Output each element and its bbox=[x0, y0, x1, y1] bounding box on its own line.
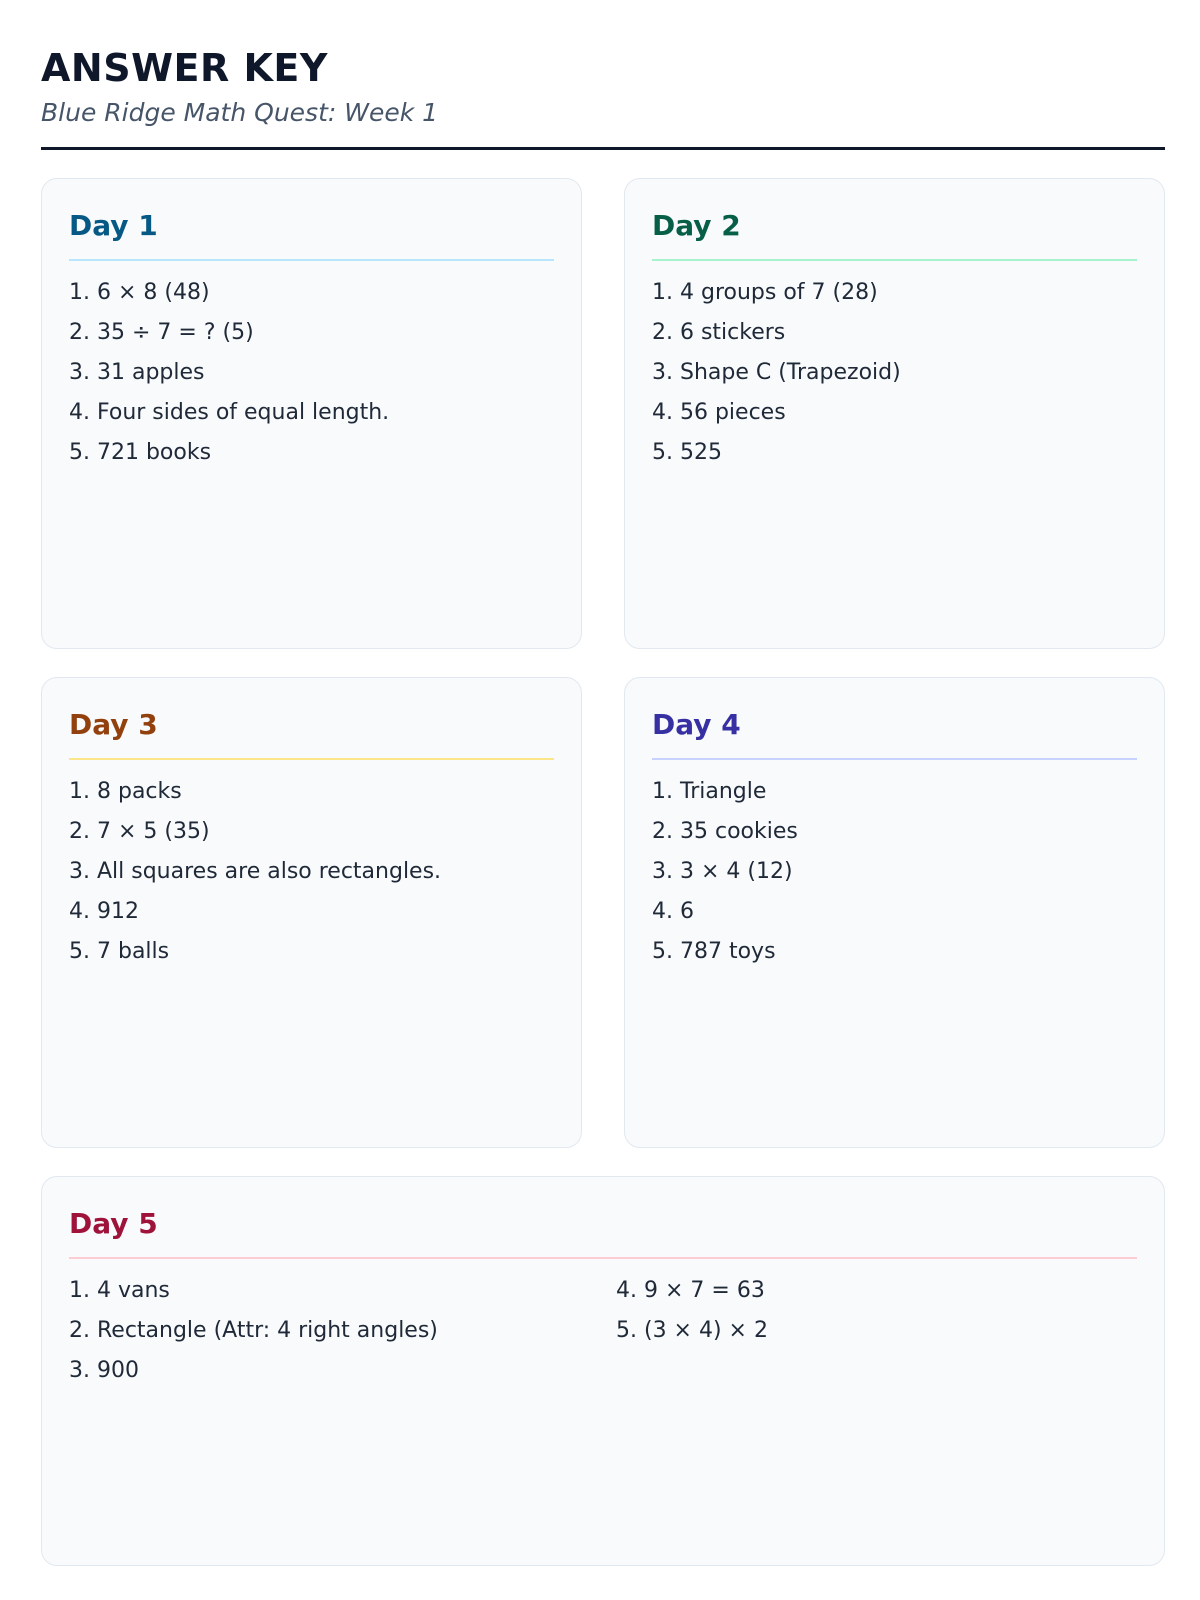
answer-item: 1. 8 packs bbox=[69, 779, 182, 804]
day-card-4 bbox=[624, 677, 1165, 1148]
answer-item: 2. 35 cookies bbox=[652, 819, 798, 844]
answer-list bbox=[69, 772, 441, 972]
answer-item: 2. 35 ÷ 7 = ? (5) bbox=[69, 320, 254, 345]
answer-item: 1. 4 vans bbox=[69, 1278, 170, 1303]
answer-item: 5. (3 × 4) × 2 bbox=[616, 1318, 768, 1343]
day-card-5 bbox=[41, 1176, 1165, 1566]
day-title: Day 4 bbox=[652, 708, 741, 741]
answer-item: 5. 721 books bbox=[69, 440, 212, 465]
answer-item: 3. All squares are also rectangles. bbox=[69, 859, 442, 884]
title-divider bbox=[652, 259, 1137, 261]
answer-list bbox=[652, 273, 901, 473]
title-divider bbox=[652, 758, 1137, 760]
answer-item: 5. 7 balls bbox=[69, 939, 170, 964]
answer-item: 3. 3 × 4 (12) bbox=[652, 859, 793, 884]
answer-item: 1. 6 × 8 (48) bbox=[69, 280, 210, 305]
answer-key-page bbox=[41, 0, 1165, 1600]
answer-item: 2. 6 stickers bbox=[652, 320, 786, 345]
answer-item: 5. 787 toys bbox=[652, 939, 776, 964]
day-title: Day 1 bbox=[69, 209, 158, 242]
day-title: Day 2 bbox=[652, 209, 741, 242]
answer-item: 2. Rectangle (Attr: 4 right angles) bbox=[69, 1318, 438, 1343]
page-title: ANSWER KEY bbox=[41, 46, 328, 90]
day-title: Day 3 bbox=[69, 708, 158, 741]
day-card-1 bbox=[41, 178, 582, 649]
answer-item: 4. 9 × 7 = 63 bbox=[616, 1278, 765, 1303]
answer-list bbox=[69, 273, 389, 473]
title-divider bbox=[69, 758, 554, 760]
page-subtitle: Blue Ridge Math Quest: Week 1 bbox=[41, 98, 439, 127]
answer-item: 3. 900 bbox=[69, 1358, 139, 1383]
day-card-3 bbox=[41, 677, 582, 1148]
title-divider bbox=[69, 1257, 1137, 1259]
page-header bbox=[41, 40, 1165, 150]
answer-item: 5. 525 bbox=[652, 440, 722, 465]
answer-item: 2. 7 × 5 (35) bbox=[69, 819, 210, 844]
answer-list-left bbox=[69, 1271, 438, 1391]
answer-item: 4. 6 bbox=[652, 899, 694, 924]
answer-list-right bbox=[616, 1271, 768, 1351]
answer-item: 4. 912 bbox=[69, 899, 139, 924]
day-card-2 bbox=[624, 178, 1165, 649]
answer-item: 1. Triangle bbox=[652, 779, 767, 804]
answer-item: 4. Four sides of equal length. bbox=[69, 400, 390, 425]
answer-item: 1. 4 groups of 7 (28) bbox=[652, 280, 878, 305]
day-title: Day 5 bbox=[69, 1207, 158, 1240]
answer-list bbox=[652, 772, 798, 972]
answer-item: 3. Shape C (Trapezoid) bbox=[652, 360, 901, 385]
title-divider bbox=[69, 259, 554, 261]
answer-item: 4. 56 pieces bbox=[652, 400, 786, 425]
answer-item: 3. 31 apples bbox=[69, 360, 205, 385]
